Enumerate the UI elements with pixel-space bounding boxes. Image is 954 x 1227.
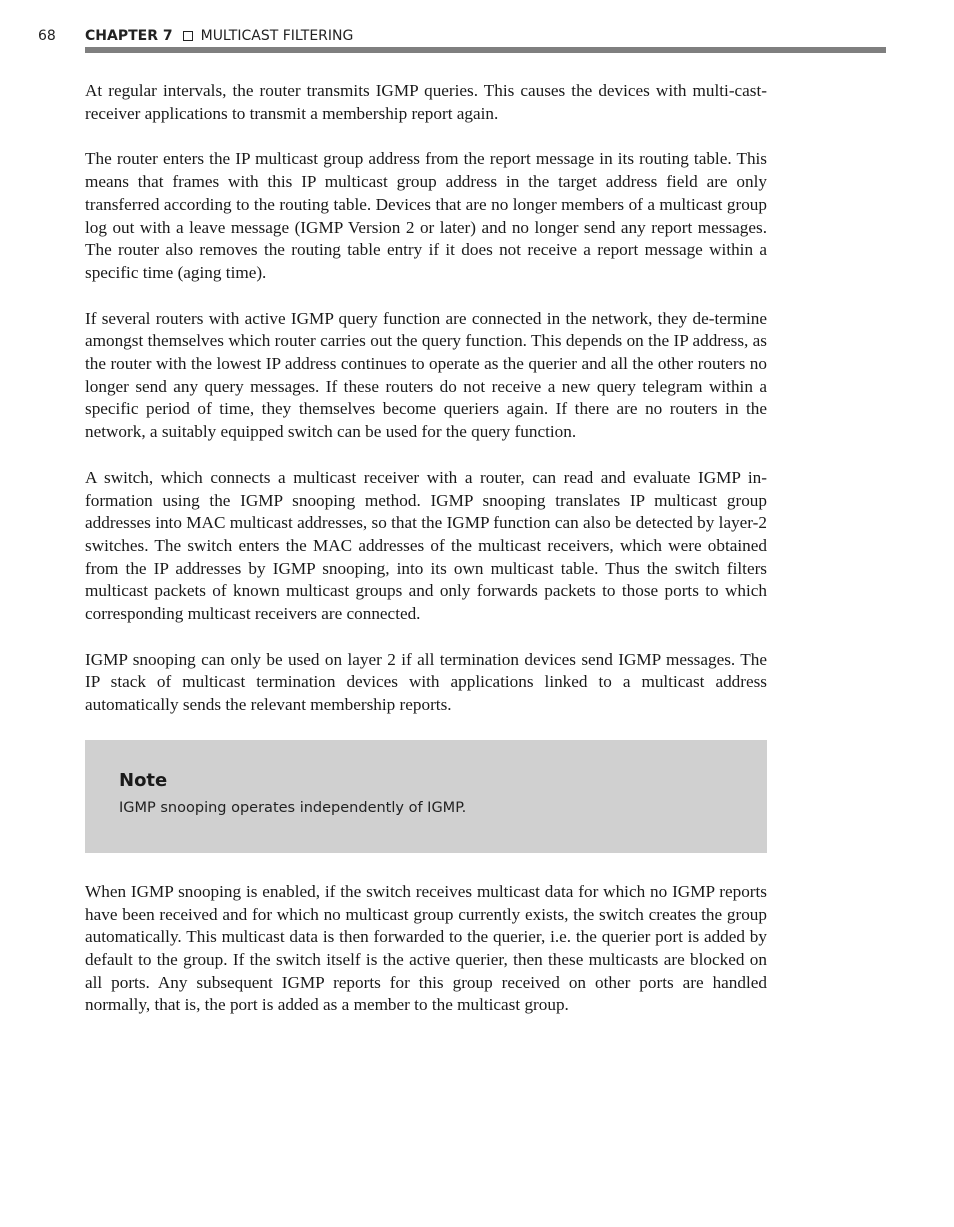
paragraph-igmp-snooping: A switch, which connects a multicast receiver with a router, can read and evaluate IGMP in-formation using the IGMP snooping method. IGMP snooping translates IP multicast group addresses into MAC multicast addresses, so that the IGMP function can also be detected by layer-2 switches. The switch enters the MAC addresses of the multicast receivers, which were obtained from the IP addresses by IGMP snooping, into its own multicast table. Thus the switch filters multicast packets of known multicast groups and only forwards packets to those ports to which corresponding multicast receivers are connected.: [85, 467, 767, 624]
header-rule: [85, 47, 886, 53]
running-header: [38, 26, 886, 46]
square-separator-icon: [183, 31, 193, 41]
note-text: IGMP snooping operates independently of IGMP.: [119, 799, 467, 816]
paragraph-layer2-requirement: IGMP snooping can only be used on layer 2 if all termination devices send IGMP messages. The IP stack of multicast termination devices with applications linked to a multicast address automatically sends the relevant membership reports.: [85, 649, 767, 715]
section-title: MULTICAST FILTERING: [200, 28, 354, 44]
paragraph-snooping-enabled: When IGMP snooping is enabled, if the switch receives multicast data for which no IGMP reports have been received and for which no multicast group currently exists, the switch creates the group automatically. This multicast data is then forwarded to the querier, i.e. the querier port is added by default to the group. If the switch itself is the active querier, then these multicasts are blocked on all ports. Any subsequent IGMP reports for this group received on other ports are handled normally, that is, the port is added as a member to the multicast group.: [85, 881, 767, 1015]
chapter-label: CHAPTER 7: [85, 28, 173, 44]
page-body: [85, 80, 767, 1040]
note-box: [85, 740, 767, 853]
paragraph-routing-table: The router enters the IP multicast group address from the report message in its routing table. This means that frames with this IP multicast group address in the target address field are only transferred according to the routing table. Devices that are no longer members of a multicast group log out with a leave message (IGMP Version 2 or later) and no longer send any report messages. The router also removes the routing table entry if it does not receive a report message within a specific time (aging time).: [85, 149, 767, 282]
note-title: Note: [119, 769, 168, 791]
page-number: 68: [38, 28, 56, 44]
paragraph-igmp-queries: At regular intervals, the router transmits IGMP queries. This causes the devices with multi-cast-receiver applications to transmit a membership report again.: [85, 81, 767, 123]
paragraph-querier-election: If several routers with active IGMP query function are connected in the network, they de-termine amongst themselves which router carries out the query function. This depends on the IP address, as the router with the lowest IP address continues to operate as the querier and all the other routers no longer send any query messages. If these routers do not receive a new query telegram within a specific period of time, they themselves become queriers again. If there are no routers in the network, a suitably equipped switch can be used for the query function.: [85, 308, 767, 442]
